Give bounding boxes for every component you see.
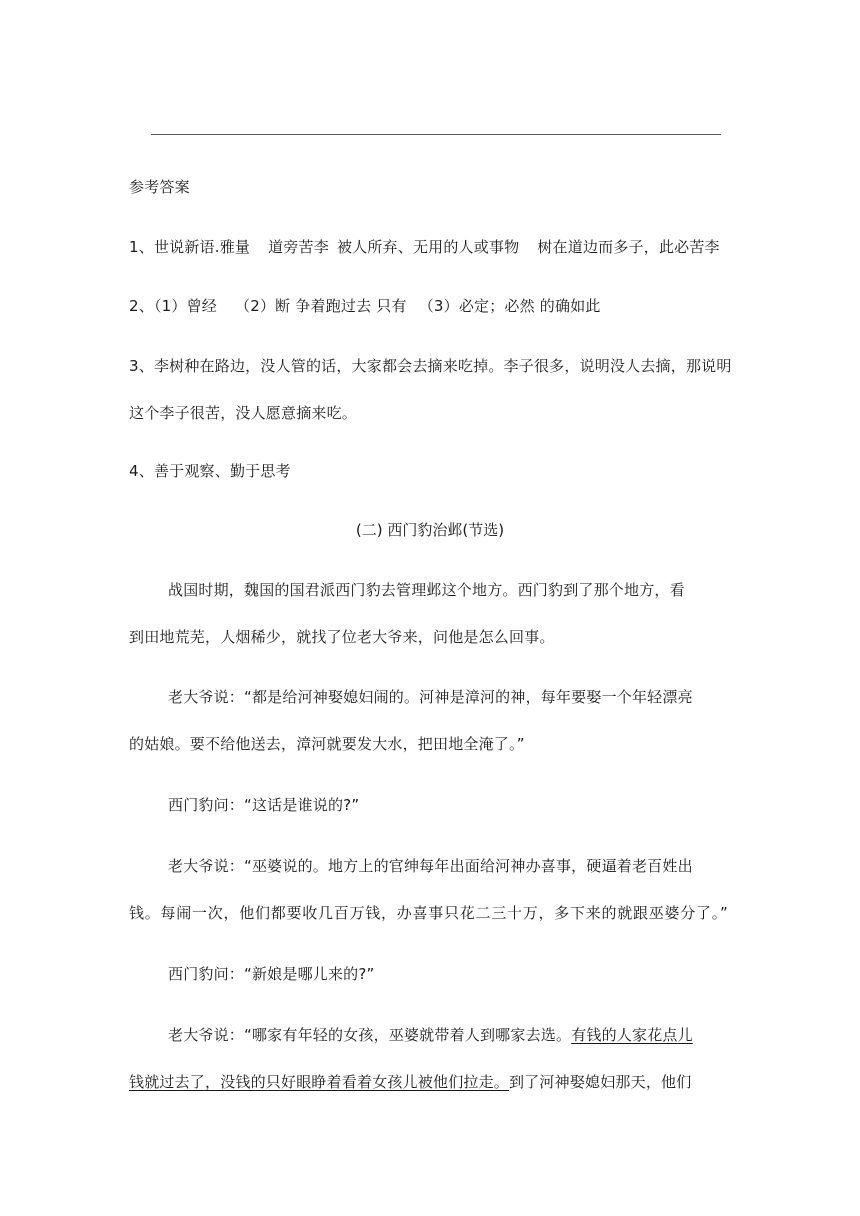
paragraph-1-line-1: 战国时期，魏国的国君派西门豹去管理邺这个地方。西门豹到了那个地方，看 [168,581,685,599]
paragraph-4-line-1: 老大爷说：“巫婆说的。地方上的官绅每年出面给河神办喜事，硬逼着老百姓出 [168,857,693,875]
paragraph-2-line-1: 老大爷说：“都是给河神娶媳妇闹的。河神是漳河的神，每年要娶一个年轻漂亮 [168,688,693,706]
paragraph-6-line-2-plain: 到了河神娶媳妇那天，他们 [509,1073,692,1091]
paragraph-6-line-1-plain: 老大爷说：“哪家有年轻的女孩，巫婆就带着人到哪家去选。 [168,1026,572,1044]
answer-2-part-3: （3）必定；必然 的确如此 [418,297,601,315]
answer-4: 4、善于观察、勤于思考 [129,462,291,480]
answer-2-number: 2、 [129,297,154,315]
answer-2-part-1: （1）曾经 [153,297,217,315]
header-rule [151,134,721,135]
passage-title: (二) 西门豹治邺(节选) [355,521,505,539]
answer-3-line-2: 这个李子很苦，没人愿意摘来吃。 [129,404,358,422]
paragraph-6-line-1 [168,1025,693,1045]
answer-1-quote: 树在道边而多子，此必苦李 [537,238,720,256]
paragraph-4-line-2: 钱。每闹一次，他们都要收几百万钱，办喜事只花二三十万，多下来的就跟巫婆分了。” [129,904,728,922]
answer-1-idiom: 道旁苦李 [268,238,329,256]
answers-heading: 参考答案 [129,178,190,196]
paragraph-6-line-2-underlined: 钱就过去了，没钱的只好眼睁着看着女孩儿被他们拉走。 [129,1073,510,1091]
paragraph-6-line-2 [129,1072,691,1092]
answer-1-source: 世说新语.雅量 [153,238,251,256]
answer-1-meaning: 被人所弃、无用的人或事物 [336,238,520,256]
answer-1-number: 1、 [129,238,154,256]
paragraph-1-line-2: 到田地荒芜，人烟稀少，就找了位老大爷来，问他是怎么回事。 [129,628,555,646]
paragraph-5: 西门豹问：“新娘是哪儿来的?” [168,965,375,983]
answer-1 [129,237,720,257]
answer-2-part-2: （2）断 争着跑过去 只有 [235,297,407,315]
answer-3-line-1: 3、李树种在路边，没人管的话，大家都会去摘来吃掉。李子很多，说明没人去摘，那说明 [129,357,732,375]
answer-2 [129,296,601,316]
paragraph-2-line-2: 的姑娘。要不给他送去，漳河就要发大水，把田地全淹了。” [129,735,525,753]
paragraph-3: 西门豹问：“这话是谁说的?” [168,796,360,814]
paragraph-6-line-1-underlined: 有钱的人家花点儿 [571,1026,693,1044]
